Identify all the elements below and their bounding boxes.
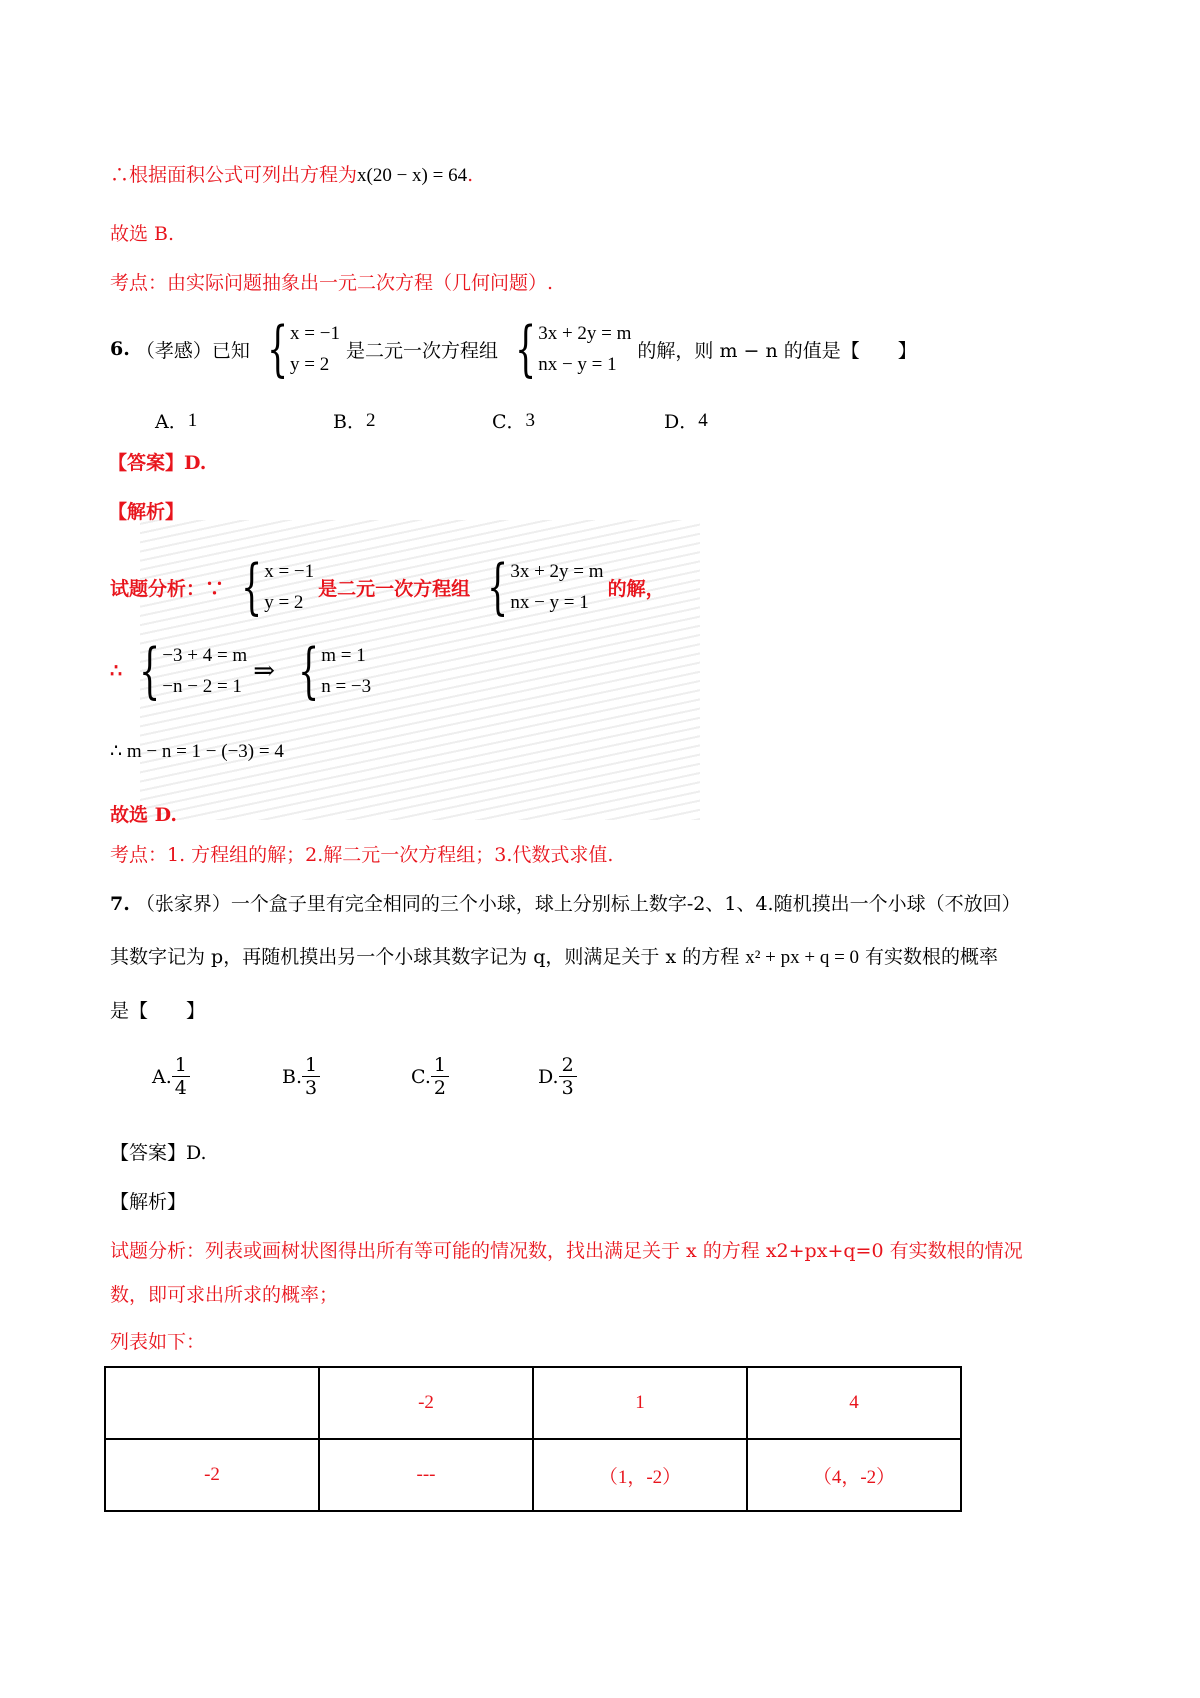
step-system-a: { −3 + 4 = m −n − 2 = 1 (139, 636, 248, 706)
table-cell: -2 (319, 1367, 533, 1439)
table-row (105, 1439, 961, 1511)
q7-answer: 【答案】D. (110, 1142, 207, 1164)
q7-line3: 是【 】 (110, 1000, 206, 1022)
table-cell: --- (319, 1439, 533, 1511)
q6-option-d[interactable]: D． 4 (664, 409, 708, 433)
q6-option-c[interactable]: C． 3 (492, 409, 536, 433)
table-cell: -2 (105, 1439, 319, 1511)
q7-option-a[interactable]: A. $\frac{1}{4}$ (152, 1054, 190, 1099)
table-cell: （4，-2） (747, 1439, 961, 1511)
q7-line1: 7. （张家界）一个盒子里有完全相同的三个小球，球上分别标上数字-2、1、4.随机摸出一个小球（不放回） (110, 893, 1021, 915)
area-equation: x(20 − x) = 64 (357, 165, 468, 186)
q6-step2: ∴ m − n = 1 − (−3) = 4 (110, 741, 284, 762)
q7-analysis-title: 【解析】 (110, 1191, 187, 1213)
equation-system: { 3x + 2y = m nx − y = 1 (515, 314, 632, 384)
q7-analysis-line2: 数，即可求出所求的概率； (110, 1284, 339, 1306)
choose-b-line: 故选 B. (110, 223, 175, 245)
q6-analysis-title: 【解析】 (108, 501, 185, 523)
q6-answer: 【答案】D. (108, 452, 207, 474)
q6-analysis-line: 试题分析：∵ { x = −1 y = 2 是二元一次方程组 { 3x + 2y = m nx − y = 1 的解， (110, 552, 665, 622)
equation-system-solution: { x = −1 y = 2 (267, 314, 340, 384)
question-number: 6. (110, 338, 130, 360)
area-equation-line: ∴根据面积公式可列出方程为x(20 − x) = 64. (110, 164, 474, 186)
kaodian-line-q5: 考点：由实际问题抽象出一元二次方程（几何问题）. (110, 272, 554, 294)
q6-option-b[interactable]: B． 2 (333, 409, 376, 433)
q6-choose: 故选 D. (110, 804, 178, 826)
question-number: 7. (110, 893, 130, 915)
table-cell (105, 1367, 319, 1439)
q7-option-c[interactable]: C. $\frac{1}{2}$ (411, 1054, 449, 1099)
step-system-b: { m = 1 n = −3 (298, 636, 372, 706)
q7-option-d[interactable]: D. $\frac{2}{3}$ (538, 1054, 577, 1099)
analysis-system-1: { x = −1 y = 2 (241, 552, 315, 622)
analysis-system-2: { 3x + 2y = m nx − y = 1 (487, 552, 604, 622)
outcome-table (104, 1366, 962, 1512)
table-cell: （1，-2） (533, 1439, 747, 1511)
question-6: 6. （孝感）已知 { x = −1 y = 2 是二元一次方程组 { 3x + 2y = m nx − y = 1 的解，则 m − n 的值是【 】 (110, 314, 917, 384)
q6-kaodian: 考点：1. 方程组的解；2.解二元一次方程组；3.代数式求值. (110, 844, 614, 866)
q7-analysis-line1: 试题分析：列表或画树状图得出所有等可能的情况数，找出满足关于 x 的方程 x2+px+q=0 有实数根的情况 (110, 1240, 1023, 1262)
q7-table-intro: 列表如下： (110, 1331, 206, 1353)
q6-option-a[interactable]: A． 1 (155, 409, 198, 433)
implies-arrow: ⇒ (253, 656, 276, 685)
table-row (105, 1367, 961, 1439)
q7-option-b[interactable]: B. $\frac{1}{3}$ (282, 1054, 320, 1099)
table-cell: 1 (533, 1367, 747, 1439)
q6-step-line: ∴ { −3 + 4 = m −n − 2 = 1 ⇒ { m = 1 n = −3 (110, 636, 372, 706)
q7-line2: 其数字记为 p，再随机摸出另一个小球其数字记为 q，则满足关于 x 的方程 x² + px + q = 0 有实数根的概率 (110, 946, 999, 968)
table-cell: 4 (747, 1367, 961, 1439)
quadratic-equation: x² + px + q = 0 (745, 947, 860, 968)
